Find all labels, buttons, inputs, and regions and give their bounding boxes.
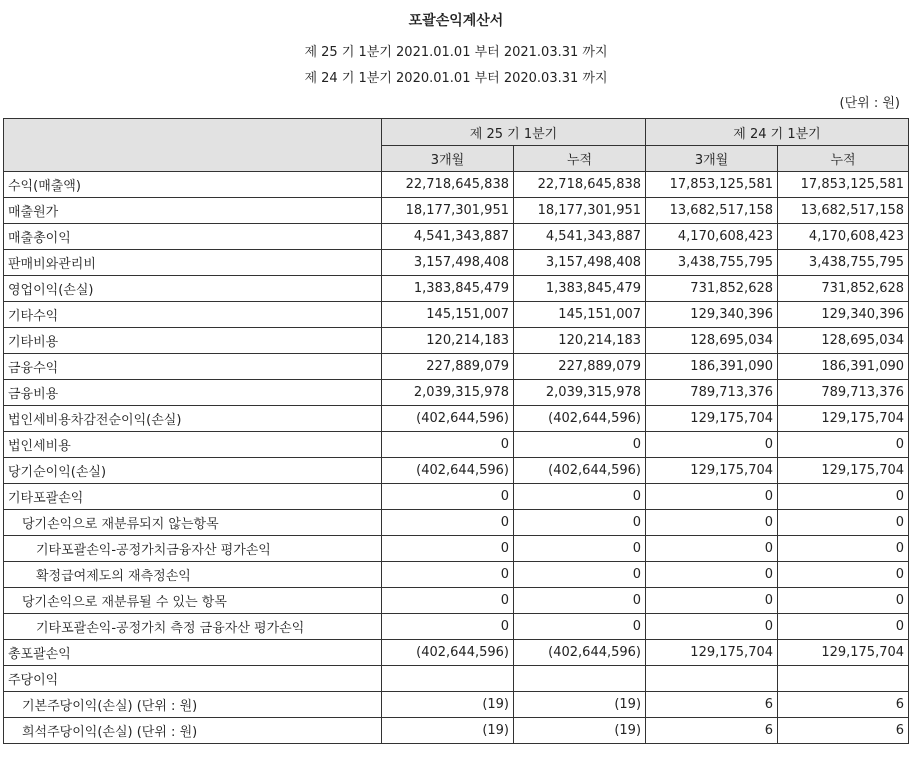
row-value: 18,177,301,951 xyxy=(382,198,514,224)
row-value: (402,644,596) xyxy=(382,640,514,666)
row-value: 120,214,183 xyxy=(382,328,514,354)
row-value: 227,889,079 xyxy=(514,354,646,380)
row-value: (19) xyxy=(514,692,646,718)
row-value: 0 xyxy=(778,536,909,562)
group-header-prior: 제 24 기 1분기 xyxy=(646,119,909,146)
row-value: 0 xyxy=(382,588,514,614)
row-value: 0 xyxy=(646,536,778,562)
table-row xyxy=(4,718,909,744)
table-row xyxy=(4,224,909,250)
row-label: 기타포괄손익 xyxy=(4,484,382,510)
sub-header-prior-cum: 누적 xyxy=(778,146,909,172)
period-current: 제 25 기 1분기 2021.01.01 부터 2021.03.31 까지 xyxy=(304,45,608,60)
row-value: 789,713,376 xyxy=(646,380,778,406)
row-value: 0 xyxy=(514,588,646,614)
row-label: 법인세비용 xyxy=(4,432,382,458)
row-value: 4,541,343,887 xyxy=(382,224,514,250)
row-value: 17,853,125,581 xyxy=(778,172,909,198)
table-row xyxy=(4,458,909,484)
row-value: 120,214,183 xyxy=(514,328,646,354)
table-row xyxy=(4,614,909,640)
row-value: 4,170,608,423 xyxy=(646,224,778,250)
row-value: 0 xyxy=(382,484,514,510)
row-label: 매출총이익 xyxy=(4,224,382,250)
row-value: 0 xyxy=(646,588,778,614)
row-value: 186,391,090 xyxy=(646,354,778,380)
row-label: 당기손익으로 재분류되지 않는항목 xyxy=(4,510,382,536)
table-row xyxy=(4,198,909,224)
row-value: 0 xyxy=(514,510,646,536)
row-value: 1,383,845,479 xyxy=(514,276,646,302)
row-value: 129,175,704 xyxy=(646,406,778,432)
table-row xyxy=(4,484,909,510)
row-value: 731,852,628 xyxy=(646,276,778,302)
row-value: 0 xyxy=(382,614,514,640)
row-label: 영업이익(손실) xyxy=(4,276,382,302)
row-value: 0 xyxy=(382,536,514,562)
row-label: 판매비와관리비 xyxy=(4,250,382,276)
row-value: 129,175,704 xyxy=(646,640,778,666)
row-value: 6 xyxy=(646,718,778,744)
row-value: 129,340,396 xyxy=(778,302,909,328)
row-value: 227,889,079 xyxy=(382,354,514,380)
table-row xyxy=(4,692,909,718)
row-value: 6 xyxy=(646,692,778,718)
row-label: 기본주당이익(손실) (단위 : 원) xyxy=(4,692,382,718)
table-row xyxy=(4,354,909,380)
row-value: 129,175,704 xyxy=(778,458,909,484)
table-row xyxy=(4,172,909,198)
row-value: 0 xyxy=(646,614,778,640)
table-row xyxy=(4,328,909,354)
row-value: 0 xyxy=(646,562,778,588)
row-label: 확정급여제도의 재측정손익 xyxy=(4,562,382,588)
sub-header-current-cum: 누적 xyxy=(514,146,646,172)
row-label: 당기손익으로 재분류될 수 있는 항목 xyxy=(4,588,382,614)
row-value: 22,718,645,838 xyxy=(514,172,646,198)
row-value: 0 xyxy=(646,484,778,510)
table-row xyxy=(4,276,909,302)
row-value: 0 xyxy=(646,432,778,458)
row-label: 기타포괄손익-공정가치금융자산 평가손익 xyxy=(4,536,382,562)
row-value: (19) xyxy=(514,718,646,744)
table-row xyxy=(4,666,909,692)
row-value: 4,170,608,423 xyxy=(778,224,909,250)
row-label: 매출원가 xyxy=(4,198,382,224)
row-label: 금융수익 xyxy=(4,354,382,380)
row-value xyxy=(646,666,778,692)
row-label: 기타포괄손익-공정가치 측정 금융자산 평가손익 xyxy=(4,614,382,640)
row-value: 0 xyxy=(778,510,909,536)
row-value: 4,541,343,887 xyxy=(514,224,646,250)
row-value: 129,175,704 xyxy=(646,458,778,484)
group-header-current: 제 25 기 1분기 xyxy=(382,119,646,146)
row-value: 129,175,704 xyxy=(778,640,909,666)
row-value: 18,177,301,951 xyxy=(514,198,646,224)
statement-title: 포괄손익계산서 xyxy=(408,13,504,29)
row-value: 0 xyxy=(514,562,646,588)
table-row xyxy=(4,510,909,536)
row-value: 22,718,645,838 xyxy=(382,172,514,198)
row-value: 3,438,755,795 xyxy=(778,250,909,276)
row-value: (402,644,596) xyxy=(514,406,646,432)
row-value: 186,391,090 xyxy=(778,354,909,380)
row-value: 0 xyxy=(514,614,646,640)
table-row xyxy=(4,562,909,588)
row-value: 17,853,125,581 xyxy=(646,172,778,198)
row-value: 0 xyxy=(382,510,514,536)
row-value: 0 xyxy=(382,562,514,588)
row-value: 0 xyxy=(514,432,646,458)
row-value: 2,039,315,978 xyxy=(382,380,514,406)
table-row xyxy=(4,250,909,276)
row-label: 기타수익 xyxy=(4,302,382,328)
row-value: 145,151,007 xyxy=(514,302,646,328)
row-value: 0 xyxy=(778,588,909,614)
row-value: 3,157,498,408 xyxy=(514,250,646,276)
row-label: 법인세비용차감전순이익(손실) xyxy=(4,406,382,432)
table-row xyxy=(4,640,909,666)
unit-label: (단위 : 원) xyxy=(839,96,900,111)
row-label: 총포괄손익 xyxy=(4,640,382,666)
table-row xyxy=(4,432,909,458)
row-label: 당기순이익(손실) xyxy=(4,458,382,484)
period-prior: 제 24 기 1분기 2020.01.01 부터 2020.03.31 까지 xyxy=(304,71,608,86)
header-corner xyxy=(4,119,382,172)
row-value: 129,175,704 xyxy=(778,406,909,432)
income-statement-table xyxy=(3,118,909,744)
row-label: 수익(매출액) xyxy=(4,172,382,198)
row-value: (19) xyxy=(382,718,514,744)
row-value: (402,644,596) xyxy=(514,640,646,666)
row-label: 기타비용 xyxy=(4,328,382,354)
table-row xyxy=(4,302,909,328)
row-value: 0 xyxy=(382,432,514,458)
row-value: 6 xyxy=(778,692,909,718)
row-value: 0 xyxy=(778,614,909,640)
row-value: 13,682,517,158 xyxy=(778,198,909,224)
row-value: (402,644,596) xyxy=(382,406,514,432)
row-value xyxy=(382,666,514,692)
row-value: 0 xyxy=(778,432,909,458)
row-value: 3,438,755,795 xyxy=(646,250,778,276)
row-value: (402,644,596) xyxy=(382,458,514,484)
row-value: 789,713,376 xyxy=(778,380,909,406)
row-value: 13,682,517,158 xyxy=(646,198,778,224)
sub-header-current-3m: 3개월 xyxy=(382,146,514,172)
row-value: 0 xyxy=(514,484,646,510)
row-label: 희석주당이익(손실) (단위 : 원) xyxy=(4,718,382,744)
row-value: 128,695,034 xyxy=(778,328,909,354)
table-row xyxy=(4,380,909,406)
table-row xyxy=(4,536,909,562)
row-value: 0 xyxy=(514,536,646,562)
row-value xyxy=(514,666,646,692)
row-value: 0 xyxy=(778,484,909,510)
row-value: 145,151,007 xyxy=(382,302,514,328)
row-value xyxy=(778,666,909,692)
row-label: 금융비용 xyxy=(4,380,382,406)
row-value: 0 xyxy=(778,562,909,588)
row-value: 128,695,034 xyxy=(646,328,778,354)
table-body xyxy=(4,172,909,744)
row-value: 0 xyxy=(646,510,778,536)
row-value: 731,852,628 xyxy=(778,276,909,302)
row-value: (19) xyxy=(382,692,514,718)
row-value: 1,383,845,479 xyxy=(382,276,514,302)
table-row xyxy=(4,406,909,432)
row-value: 3,157,498,408 xyxy=(382,250,514,276)
table-row xyxy=(4,588,909,614)
row-value: (402,644,596) xyxy=(514,458,646,484)
sub-header-prior-3m: 3개월 xyxy=(646,146,778,172)
row-value: 6 xyxy=(778,718,909,744)
row-value: 2,039,315,978 xyxy=(514,380,646,406)
row-value: 129,340,396 xyxy=(646,302,778,328)
row-label: 주당이익 xyxy=(4,666,382,692)
